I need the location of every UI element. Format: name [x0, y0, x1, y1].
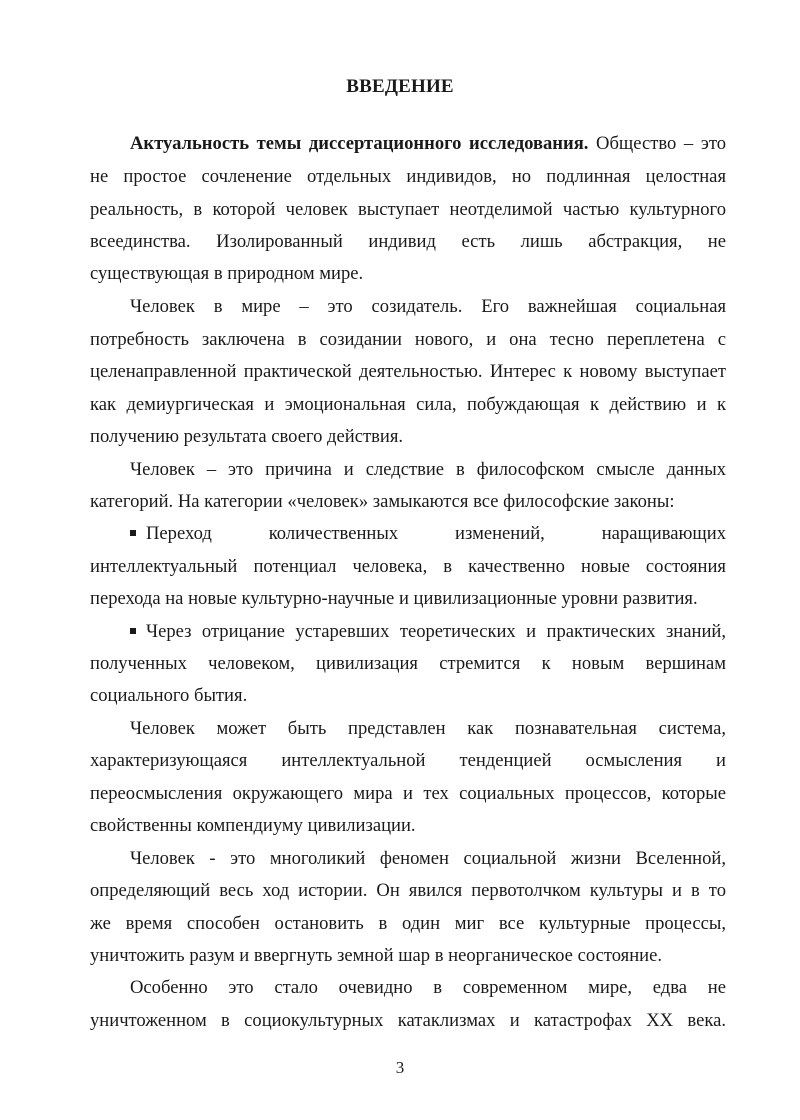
bullet-marker — [130, 628, 136, 634]
paragraph-5-line-4: уничтожить разум и ввергнуть земной шар в неорганическое состояние. — [90, 945, 663, 966]
paragraph-5-line-1: Человек - это многоликий феномен социальной жизни Вселенной, — [130, 848, 726, 869]
bullet-1-text: Переход количественных изменений, наращивающих — [146, 523, 726, 544]
topic-relevance-label: Актуальность темы диссертационного исследования. — [130, 133, 589, 154]
paragraph-3-line-2: категорий. На категории «человек» замыкаются все философские законы: — [90, 491, 675, 512]
bullet-1-line-2: интеллектуальный потенциал человека, в качественно новые состояния — [90, 556, 726, 577]
paragraph-2-line-2: потребность заключена в созидании нового, и она тесно переплетена с — [90, 329, 726, 350]
paragraph-2-line-1: Человек в мире – это созидатель. Его важнейшая социальная — [130, 296, 726, 317]
paragraph-6-line-1: Особенно это стало очевидно в современном мире, едва не — [130, 977, 726, 998]
paragraph-1-line-5: существующая в природном мире. — [90, 263, 364, 284]
bullet-marker — [130, 530, 136, 536]
paragraph-3-line-1: Человек – это причина и следствие в философском смысле данных — [130, 459, 726, 480]
paragraph-2-line-4: как демиургическая и эмоциональная сила, побуждающая к действию и к — [90, 394, 726, 415]
bullet-2-line-1 — [130, 617, 726, 647]
bullet-1-line-3: перехода на новые культурно-научные и цивилизационные уровни развития. — [90, 588, 698, 609]
paragraph-4-line-1: Человек может быть представлен как познавательная система, — [130, 718, 726, 739]
paragraph-1-line-1 — [130, 129, 726, 159]
paragraph-5-line-3: же время способен остановить в один миг все культурные процессы, — [90, 913, 726, 934]
paragraph-2-line-3: целенаправленной практической деятельностью. Интерес к новому выступает — [90, 361, 726, 382]
bullet-2-line-3: социального бытия. — [90, 685, 248, 706]
paragraph-6-line-2: уничтоженном в социокультурных катаклизмах и катастрофах XX века. — [90, 1010, 726, 1031]
page-number: 3 — [395, 1058, 405, 1077]
bullet-2-line-2: полученных человеком, цивилизация стремится к новым вершинам — [90, 653, 726, 674]
paragraph-1-line-1-rest: Общество – это — [588, 133, 726, 154]
paragraph-5-line-2: определяющий весь ход истории. Он явился первотолчком культуры и в то — [90, 880, 726, 901]
bullet-2-text: Через отрицание устаревших теоретических и практических знаний, — [146, 621, 726, 642]
paragraph-1-line-2: не простое сочленение отдельных индивидов, но подлинная целостная — [90, 166, 726, 187]
paragraph-1-line-3: реальность, в которой человек выступает неотделимой частью культурного — [90, 199, 726, 220]
paragraph-2-line-5: получению результата своего действия. — [90, 426, 404, 447]
paragraph-4-line-2: характеризующаяся интеллектуальной тенденцией осмысления и — [90, 750, 726, 771]
paragraph-4-line-3: переосмысления окружающего мира и тех социальных процессов, которые — [90, 783, 726, 804]
paragraph-1-line-4: всеединства. Изолированный индивид есть лишь абстракция, не — [90, 231, 726, 252]
section-heading: ВВЕДЕНИЕ — [346, 76, 454, 97]
paragraph-4-line-4: свойственны компендиуму цивилизации. — [90, 815, 416, 836]
bullet-1-line-1 — [130, 519, 726, 549]
